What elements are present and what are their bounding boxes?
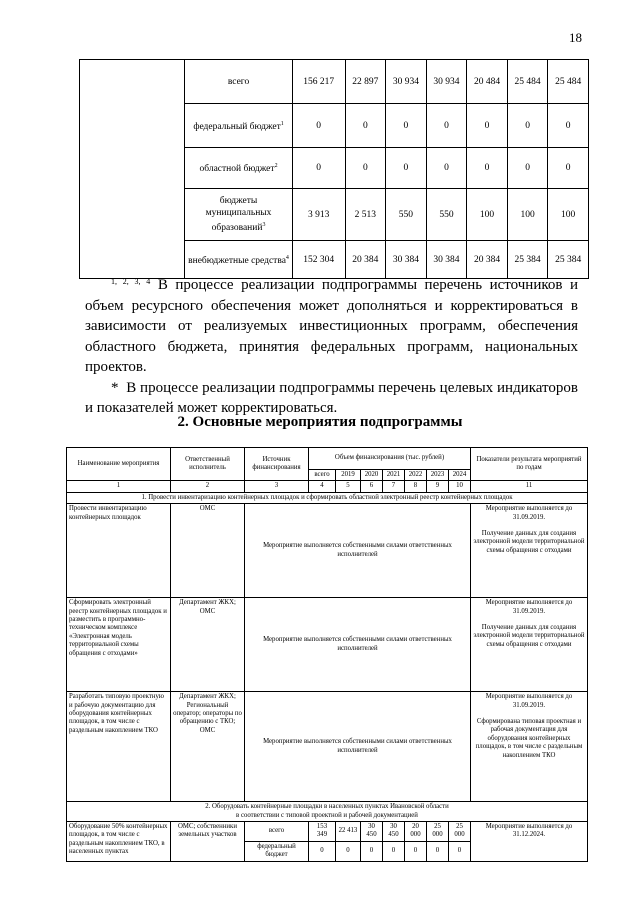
row-4-result: Мероприятие выполняется до 31.12.2024. <box>471 822 588 862</box>
year-header-cell: 2019 <box>336 470 361 481</box>
finance-row-footnote-marker: 3 <box>262 221 266 228</box>
row-1-name: Провести инвентаризацию контейнерных площадок <box>67 504 171 598</box>
row-4-source: федеральный бюджет <box>245 841 309 861</box>
row-4-value: 22 413 <box>336 822 361 842</box>
row-4-value: 0 <box>336 841 361 861</box>
column-number-cell: 7 <box>383 481 405 492</box>
finance-cell: 3 913 <box>292 189 345 241</box>
events-table <box>66 447 588 862</box>
year-header-cell: 2023 <box>427 470 449 481</box>
row-4-value: 30 450 <box>361 822 383 842</box>
finance-cell: 0 <box>292 104 345 148</box>
row-3-result-outcome: Сформирована типовая проектная и рабочая документация для оборудования контейнерных площадок, в том числе с раздельным накоплением ТКО <box>475 718 583 759</box>
footnote-1 <box>85 272 578 378</box>
finance-row-label-text: внебюджетные средства <box>188 256 286 267</box>
finance-cell: 0 <box>386 104 427 148</box>
section-heading: 2. Основные мероприятия подпрограммы <box>177 414 463 430</box>
row-2-result <box>471 598 588 692</box>
finance-cell: 100 <box>548 189 589 241</box>
column-number-cell: 9 <box>427 481 449 492</box>
row-4-value: 153 349 <box>309 822 336 842</box>
finance-row-label <box>185 148 293 189</box>
row-4-value: 0 <box>427 841 449 861</box>
row-4-value: 25 000 <box>449 822 471 842</box>
column-number-cell: 3 <box>245 481 309 492</box>
row-2-result-deadline: Мероприятие выполняется до 31.09.2019. <box>485 599 573 615</box>
row-3-executor: Департамент ЖКХ; Региональный оператор; операторы по обращению с ТКО; ОМС <box>171 692 245 802</box>
year-header-cell: 2022 <box>405 470 427 481</box>
header-result: Показатели результата мероприятий по годам <box>471 448 588 481</box>
row-3-name: Разработать типовую проектную и рабочую документацию для оборудования контейнерных площадок, в том числе с раздельным накоплением ТКО <box>67 692 171 802</box>
row-1-result-deadline: Мероприятие выполняется до 31.09.2019. <box>485 505 573 521</box>
row-3-result <box>471 692 588 802</box>
year-header-cell: 2024 <box>449 470 471 481</box>
row-4-name: Оборудование 50% контейнерных площадок, в том числе с раздельным накоплением ТКО, в населенных пунктах <box>67 822 171 862</box>
row-2-executor: Департамент ЖКХ; ОМС <box>171 598 245 692</box>
finance-row-label <box>185 104 293 148</box>
section-2-title <box>67 802 588 822</box>
finance-table <box>79 59 589 279</box>
section-2-title-line-2: в соответствии с типовой проектной и рабочей документацией <box>236 811 418 819</box>
column-number-cell: 8 <box>405 481 427 492</box>
section-1-title: 1. Провести инвентаризацию контейнерных площадок и сформировать областной электронный реестр контейнерных площадок <box>67 492 588 503</box>
header-name: Наименование мероприятия <box>67 448 171 481</box>
finance-cell: 0 <box>426 104 467 148</box>
row-4-value: 20 000 <box>405 822 427 842</box>
finance-cell: 0 <box>467 148 508 189</box>
finance-row-label-text: всего <box>227 76 250 87</box>
row-2-own-forces: Мероприятие выполняется собственными силами ответственных исполнителей <box>245 598 471 692</box>
finance-cell: 550 <box>426 189 467 241</box>
finance-cell: 30 384 <box>386 241 427 279</box>
header-executor: Ответственный исполнитель <box>171 448 245 481</box>
finance-cell: 0 <box>507 148 548 189</box>
finance-cell: 25 484 <box>507 60 548 104</box>
finance-cell: 0 <box>292 148 345 189</box>
finance-row-label <box>185 60 293 104</box>
finance-row-label-text: бюджеты муниципальных образований <box>205 195 272 234</box>
row-4-value: 0 <box>383 841 405 861</box>
finance-cell: 20 384 <box>467 241 508 279</box>
row-1-result-outcome: Получение данных для создания электронной модели территориальной схемы обращения с отходами <box>473 530 585 554</box>
finance-cell: 25 384 <box>507 241 548 279</box>
finance-cell: 30 384 <box>426 241 467 279</box>
column-number-cell: 2 <box>171 481 245 492</box>
row-2-result-outcome: Получение данных для создания электронной модели территориальной схемы обращения с отходами <box>473 624 585 648</box>
finance-cell: 0 <box>426 148 467 189</box>
row-1-executor: ОМС <box>171 504 245 598</box>
year-header-cell: 2021 <box>383 470 405 481</box>
finance-cell: 30 934 <box>386 60 427 104</box>
row-4-source: всего <box>245 822 309 842</box>
finance-cell: 20 384 <box>345 241 386 279</box>
finance-row-label <box>185 189 293 241</box>
column-number-cell: 6 <box>361 481 383 492</box>
finance-cell: 0 <box>507 104 548 148</box>
finance-cell: 550 <box>386 189 427 241</box>
finance-row-footnote-marker: 1 <box>280 120 284 127</box>
column-number-cell: 10 <box>449 481 471 492</box>
finance-blank-cell <box>80 60 185 279</box>
finance-cell: 20 484 <box>467 60 508 104</box>
finance-cell: 22 897 <box>345 60 386 104</box>
footnote-1-text: В процессе реализации подпрограммы перечень источников и объем ресурсного обеспечения может дополняться и корректироваться в зависимости от реализуемых инвестиционных программ, обеспечения областного бюджета, принятия федеральных программ, национальных проектов. <box>85 277 578 375</box>
row-4-value: 0 <box>405 841 427 861</box>
row-3-result-deadline: Мероприятие выполняется до 31.09.2019. <box>485 693 573 709</box>
footnote-2 <box>85 378 578 419</box>
page-number: 18 <box>569 30 582 45</box>
column-number-cell: 11 <box>471 481 588 492</box>
column-number-cell: 5 <box>336 481 361 492</box>
finance-row-label-text: областной бюджет <box>199 164 275 175</box>
finance-cell: 0 <box>345 148 386 189</box>
finance-cell: 100 <box>467 189 508 241</box>
finance-cell: 0 <box>548 148 589 189</box>
year-header-cell: всего <box>309 470 336 481</box>
header-volume: Объем финансирования (тыс. рублей) <box>309 448 471 470</box>
finance-cell: 152 304 <box>292 241 345 279</box>
footnote-2-text: В процессе реализации подпрограммы перечень целевых индикаторов и показателей может корректироваться. <box>85 379 578 416</box>
row-3-own-forces: Мероприятие выполняется собственными силами ответственных исполнителей <box>245 692 471 802</box>
finance-row-footnote-marker: 2 <box>274 163 278 170</box>
row-4-value: 0 <box>449 841 471 861</box>
section-2-title-line-1: 2. Оборудовать контейнерные площадки в населенных пунктах Ивановской области <box>205 803 449 811</box>
column-number-cell: 4 <box>309 481 336 492</box>
finance-row <box>80 60 589 104</box>
footnote-1-marker: 1, 2, 3, 4 <box>111 277 151 286</box>
row-1-result <box>471 504 588 598</box>
row-2-name: Сформировать электронный реестр контейнерных площадок и разместить в программно-техническом комплексе «Электронная модель территориальной схемы обращения с отходами» <box>67 598 171 692</box>
finance-cell: 0 <box>548 104 589 148</box>
finance-row-label-text: федеральный бюджет <box>193 122 281 133</box>
finance-cell: 25 384 <box>548 241 589 279</box>
finance-cell: 0 <box>386 148 427 189</box>
year-header-cell: 2020 <box>361 470 383 481</box>
header-source: Источник финансирования <box>245 448 309 481</box>
row-1-own-forces: Мероприятие выполняется собственными силами ответственных исполнителей <box>245 504 471 598</box>
row-4-value: 25 000 <box>427 822 449 842</box>
row-4-value: 0 <box>361 841 383 861</box>
finance-cell: 0 <box>467 104 508 148</box>
row-4-value: 30 450 <box>383 822 405 842</box>
column-number-cell: 1 <box>67 481 171 492</box>
footnote-2-marker: * <box>111 379 119 396</box>
row-4-value: 0 <box>309 841 336 861</box>
footnotes <box>85 272 578 419</box>
finance-cell: 2 513 <box>345 189 386 241</box>
finance-cell: 156 217 <box>292 60 345 104</box>
finance-cell: 25 484 <box>548 60 589 104</box>
row-4-executor: ОМС; собственники земельных участков <box>171 822 245 862</box>
finance-cell: 0 <box>345 104 386 148</box>
finance-row-footnote-marker: 4 <box>285 254 289 261</box>
finance-cell: 100 <box>507 189 548 241</box>
finance-cell: 30 934 <box>426 60 467 104</box>
